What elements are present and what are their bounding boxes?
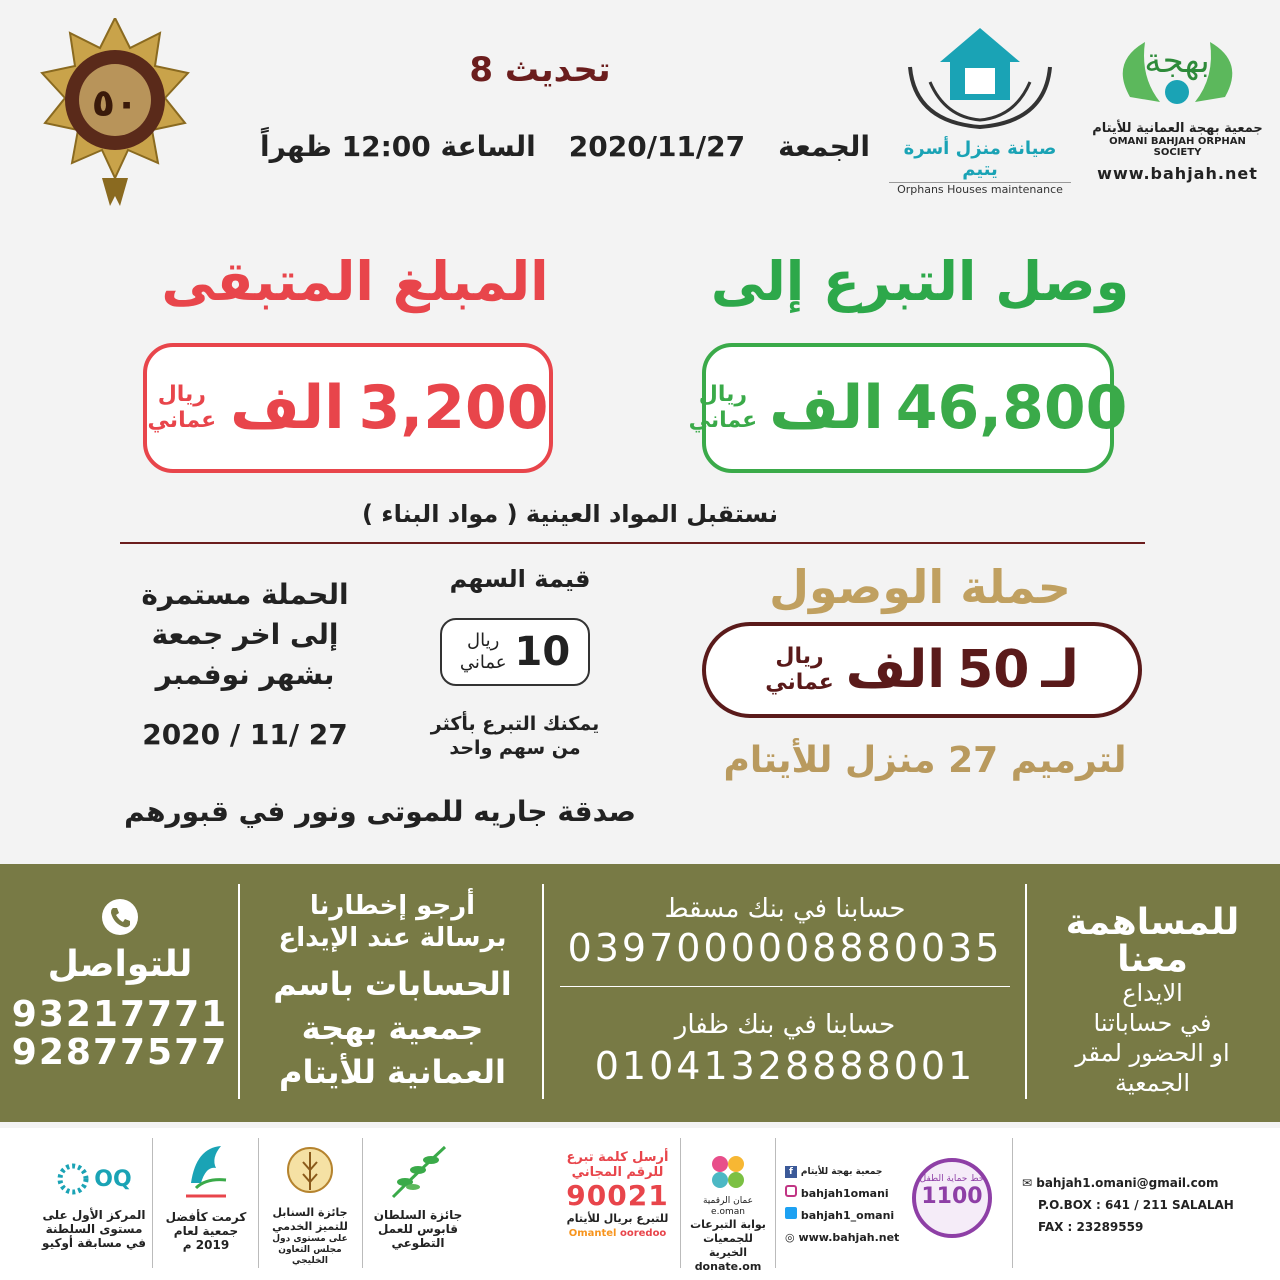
reached-unit-word: الف <box>769 373 884 443</box>
share-note-line1: يمكنك التبرع بأكثر <box>430 713 600 735</box>
date-value: 2020/11/27 <box>568 130 746 163</box>
contact-block <box>10 898 230 1072</box>
notify-line1: أرجو إخطارنا <box>309 891 476 921</box>
society-name-english: OMANI BAHJAH ORPHAN SOCIETY <box>1109 136 1246 158</box>
award4-line1: المركز الأول على <box>42 1208 146 1222</box>
omantel-logo: Omantel <box>568 1228 617 1239</box>
society-website[interactable]: www.bahjah.net <box>1097 164 1258 183</box>
human-rights-commission-award <box>158 1138 254 1252</box>
twitter-link[interactable] <box>785 1205 905 1227</box>
continues-line1: الحملة مستمرة <box>141 578 349 611</box>
sms-line3: للتبرع بريال للأيتام <box>566 1212 669 1225</box>
campaign-title: حملة الوصول <box>769 560 1071 614</box>
award4-line2: مستوى السلطنة <box>45 1222 143 1236</box>
currency-line2: عماني <box>688 408 758 433</box>
instagram-link[interactable] <box>785 1183 905 1205</box>
date-line <box>260 130 870 163</box>
target-unit-word: الف <box>845 640 946 700</box>
footer-separator <box>680 1138 681 1268</box>
award2-line4: مجلس التعاون <box>278 1245 342 1255</box>
award3-line3: 2019 م <box>182 1238 230 1252</box>
remaining-amount-title: المبلغ المتبقى <box>161 250 549 313</box>
remaining-amount-box <box>143 343 553 473</box>
eoman-line4: للجمعيات الخيرية <box>703 1232 753 1259</box>
accounts-line1: الحسابات باسم <box>273 965 512 1003</box>
reached-amount: 46,800 <box>895 373 1128 443</box>
eoman-line2: e.oman <box>711 1207 745 1217</box>
dove-emblem-icon <box>176 1138 236 1206</box>
update-title: تحديث 8 <box>469 50 611 90</box>
award2-line1: جائزة السنابل <box>272 1206 348 1219</box>
website-text: www.bahjah.net <box>798 1231 900 1244</box>
accounts-line3: العمانية للأيتام <box>279 1053 506 1091</box>
social-links <box>785 1160 905 1249</box>
muscat-account-number[interactable]: 0397000008880035 <box>567 926 1003 970</box>
award1-line3: التطوعي <box>391 1236 445 1250</box>
orphans-houses-maintenance-logo <box>885 22 1075 196</box>
award1-line1: جائزة السلطان <box>373 1208 463 1222</box>
hands-house-icon <box>885 22 1075 132</box>
award2-line3: على مستوى دول <box>272 1234 348 1244</box>
eoman-donation-portal <box>686 1152 770 1274</box>
sms-line2: للرقم المجاني <box>571 1165 664 1180</box>
remaining-unit-word: الف <box>230 373 345 443</box>
contribute-line5: او الحضور لمقر <box>1075 1039 1230 1067</box>
footer-fax: FAX : 23289559 <box>1038 1220 1144 1234</box>
footer-separator <box>152 1138 153 1268</box>
mail-icon: ✉ <box>1022 1176 1037 1190</box>
campaign-target-box <box>702 622 1142 718</box>
section-divider <box>120 542 1145 544</box>
award1-line2: قابوس للعمل <box>377 1222 459 1236</box>
target-amount: 50 <box>957 640 1030 700</box>
remaining-amount: 3,200 <box>358 373 549 443</box>
eoman-line5: donate.om <box>694 1260 762 1273</box>
notify-block <box>250 890 535 1094</box>
website-link[interactable] <box>785 1227 905 1249</box>
time-label: الساعة 12:00 ظهراً <box>260 130 536 163</box>
currency-line2: عماني <box>147 408 217 433</box>
share-value-box <box>440 618 590 686</box>
eoman-line3: بوابة التبرعات <box>690 1218 766 1231</box>
eoman-logo-icon <box>708 1152 748 1192</box>
charity-text: صدقة جاريه للموتى ونور في قبورهم <box>124 795 636 828</box>
currency-line1: ريال <box>698 382 748 407</box>
wheat-emblem-icon <box>285 1142 335 1202</box>
ooredoo-logo: ooredoo <box>619 1228 667 1239</box>
instagram-icon <box>785 1185 797 1197</box>
accounts-line2: جمعية بهجة <box>301 1009 484 1047</box>
share-note <box>410 712 620 760</box>
target-currency <box>765 644 834 696</box>
oq-logo <box>40 1150 148 1208</box>
accounts-divider <box>560 986 1010 987</box>
band-separator <box>542 884 544 1099</box>
reached-currency <box>689 382 758 434</box>
hotline-number: 1100 <box>921 1184 983 1209</box>
remaining-currency <box>148 382 217 434</box>
phone-number-2[interactable]: 92877577 <box>11 1032 229 1073</box>
award2-line5: الخليجي <box>292 1256 328 1266</box>
footer-separator <box>362 1138 363 1268</box>
maintenance-logo-arabic: صيانة منزل أسرة يتيم <box>903 138 1057 180</box>
footer-separator <box>258 1138 259 1268</box>
sultan-qaboos-award <box>368 1142 468 1250</box>
currency-line2: عماني <box>765 670 834 695</box>
footer <box>0 1128 1280 1280</box>
contribute-line1: للمساهمة <box>1065 902 1240 943</box>
day-label: الجمعة <box>778 130 870 163</box>
share-currency <box>460 630 507 674</box>
notify-line2: برسالة عند الإيداع <box>278 923 507 953</box>
campaign-end-date: 2020 / 11/ 27 <box>142 718 348 751</box>
sms-donation-block <box>560 1150 675 1239</box>
currency-line1: ريال <box>157 382 206 407</box>
footer-email[interactable] <box>1022 1172 1272 1194</box>
continues-line3: بشهر نوفمبر <box>155 658 335 691</box>
phone-icon <box>101 898 139 936</box>
oq-logo-text: OQ <box>94 1166 132 1192</box>
instagram-text: bahjah1omani <box>800 1187 889 1200</box>
contribute-line6: الجمعية <box>1114 1069 1191 1097</box>
share-value: 10 <box>514 629 571 675</box>
dhofar-bank-label: حسابنا في بنك ظفار <box>674 1010 896 1040</box>
award3-line1: كرمت كأفضل <box>165 1210 247 1224</box>
footer-separator <box>1012 1138 1013 1268</box>
society-name-arabic: جمعية بهجة العمانية للأيتام <box>1092 121 1263 136</box>
band-separator <box>1025 884 1027 1099</box>
campaign-continues <box>130 575 360 695</box>
bahjah-logo-glyph: بهجة <box>1144 41 1210 81</box>
phone-number-1[interactable]: 93217771 <box>11 994 229 1035</box>
bahjah-leaves-icon <box>1090 22 1265 117</box>
share-note-line2: من سهم واحد <box>449 737 581 759</box>
globe-icon: ◎ <box>785 1231 795 1244</box>
twitter-text: bahjah1_omani <box>800 1209 895 1222</box>
continues-line2: إلى اخر جمعة <box>151 618 339 651</box>
campaign-purpose: لترميم 27 منزل للأيتام <box>723 740 1127 781</box>
hotline-label: خط حماية الطفل <box>919 1174 985 1184</box>
award2-line2: للتميز الخدمي <box>272 1220 348 1233</box>
target-prefix: لـ <box>1041 640 1079 700</box>
award3-line2: جمعية لعام <box>173 1224 239 1238</box>
contribute-line4: في حساباتنا <box>1093 1009 1212 1037</box>
award4-line3: في مسابقة أوكيو <box>42 1236 146 1250</box>
facebook-text: جمعية بهجة للأيتام <box>800 1167 883 1177</box>
contribute-block <box>1040 904 1265 1098</box>
reached-amount-box <box>688 343 1128 473</box>
email-text: bahjah1.omani@gmail.com <box>1036 1176 1219 1190</box>
bank-info-band <box>0 864 1280 1122</box>
sms-line1: أرسل كلمة تبرع <box>566 1150 669 1165</box>
footer-separator <box>775 1138 776 1268</box>
contribute-line2: معنا <box>1117 939 1188 980</box>
share-value-title: قيمة السهم <box>449 565 591 593</box>
sanabel-award <box>262 1142 358 1267</box>
contact-title: للتواصل <box>47 944 193 985</box>
currency-line1: ريال <box>467 630 500 651</box>
contribute-line3: الايداع <box>1122 979 1183 1007</box>
muscat-bank-label: حسابنا في بنك مسقط <box>664 894 906 924</box>
jubilee-medal-emblem <box>40 18 190 208</box>
maintenance-logo-english: Orphans Houses maintenance <box>889 182 1071 196</box>
facebook-link[interactable] <box>785 1160 905 1183</box>
telecom-logos <box>560 1228 675 1239</box>
oq-dots-icon <box>56 1162 90 1196</box>
currency-line2: عماني <box>459 652 507 673</box>
oq-competition-award <box>40 1150 148 1250</box>
footer-contact-info <box>1022 1172 1272 1238</box>
band-separator <box>238 884 240 1099</box>
medal-number: ٥٠ <box>91 81 139 125</box>
footer-pobox: P.O.BOX : 641 / 211 SALALAH <box>1038 1198 1234 1212</box>
in-kind-notice: نستقبل المواد العينية ( مواد البناء ) <box>361 500 778 528</box>
twitter-icon <box>785 1207 797 1219</box>
donation-reached-title: وصل التبرع إلى <box>710 250 1130 313</box>
eoman-line1: عمان الرقمية <box>702 1196 754 1206</box>
bahjah-society-logo <box>1090 22 1265 187</box>
sms-number[interactable]: 90021 <box>566 1179 669 1212</box>
dhofar-account-number[interactable]: 01041328888001 <box>594 1044 976 1088</box>
facebook-icon: f <box>785 1166 797 1178</box>
currency-line1: ريال <box>775 644 824 669</box>
leaf-branch-icon <box>383 1142 453 1204</box>
child-protection-hotline-badge <box>912 1158 992 1238</box>
